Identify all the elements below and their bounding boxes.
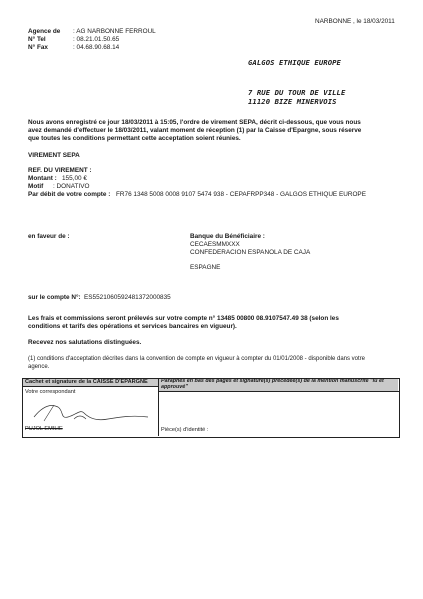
signature-table-divider xyxy=(158,378,159,436)
debit-value: FR76 1348 5008 0008 9107 5474 938 - CEPAFRPP348 - GALGOS ETHIQUE EUROPE xyxy=(116,191,366,198)
intro-line-3: que toutes les conditions permettant cette acceptation soient réunies. xyxy=(28,135,241,142)
transfer-ref-label: REF. DU VIREMENT : xyxy=(28,167,92,174)
closing-salutation: Recevez nos salutations distinguées. xyxy=(28,339,142,346)
footnote-line-2: agence. xyxy=(28,364,50,370)
account-value: ES5521060592481372000835 xyxy=(84,294,171,301)
amount-value: 155,00 € xyxy=(62,175,87,182)
recipient-street: 7 RUE DU TOUR DE VILLE xyxy=(248,88,346,97)
recipient-name: GALGOS ETHIQUE EUROPE xyxy=(248,58,341,67)
recipient-city: 11120 BIZE MINERVOIS xyxy=(248,97,337,106)
left-header-rule xyxy=(22,386,158,387)
bank-country: ESPAGNE xyxy=(190,264,221,271)
bank-bic: CECAESMMXXX xyxy=(190,241,240,248)
motif-label: Motif xyxy=(28,183,44,190)
correspondent-name: PUJOL EMILIE xyxy=(25,426,63,432)
right-header-line-2: approuvé" xyxy=(161,384,188,390)
fees-line-2: conditions et tarifs des opérations et services bancaires en vigueur). xyxy=(28,323,237,330)
transfer-title: VIREMENT SEPA xyxy=(28,152,80,159)
bank-name: CONFEDERACION ESPANOLA DE CAJA xyxy=(190,249,311,256)
bank-label: Banque du Bénéficiaire : xyxy=(190,233,265,240)
correspondent-label: Votre correspondant xyxy=(25,389,76,395)
intro-line-2: avez demandé d'effectuer le 18/03/2011, valant moment de réception (1) par la Caisse d'Epargne, sous réserve xyxy=(28,127,362,134)
tel-value: : 08.21.01.50.65 xyxy=(73,36,120,43)
favor-label: en faveur de : xyxy=(28,233,70,240)
amount-label: Montant : xyxy=(28,175,57,182)
tel-label: N° Tel xyxy=(28,36,46,43)
right-header-rule xyxy=(158,391,399,392)
right-header-line-1: Paraphes en bas des pages et signature(s) précédée(s) de la mention manuscrite "lu et xyxy=(161,378,384,384)
left-header-label: Cachet et signature de la CAISSE D'EPARGNE xyxy=(25,379,148,385)
footnote-line-1: (1) conditions d'acceptation décrites dans la convention de compte en vigueur à compter du 01/01/2008 - disponible dans votre xyxy=(28,356,366,362)
place-date: NARBONNE , le 18/03/2011 xyxy=(315,18,395,25)
debit-label: Par débit de votre compte : xyxy=(28,191,111,198)
agency-value: : AG NARBONNE FERROUL xyxy=(73,28,156,35)
motif-value: : DONATIVO xyxy=(53,183,90,190)
agency-label: Agence de xyxy=(28,28,61,35)
account-label: sur le compte N°: xyxy=(28,294,81,301)
id-label: Pièce(s) d'identité : xyxy=(161,427,209,433)
intro-line-1: Nous avons enregistré ce jour 18/03/2011 à 15:05, l'ordre de virement SEPA, décrit ci-dessous, que vous nous xyxy=(28,119,361,126)
handwritten-signature-icon xyxy=(24,395,152,429)
fax-value: : 04.68.90.68.14 xyxy=(73,44,120,51)
fees-line-1: Les frais et commissions seront prélevés sur votre compte n° 13485 00800 08.9107547.49 38 (selon les xyxy=(28,315,339,322)
fax-label: N° Fax xyxy=(28,44,48,51)
